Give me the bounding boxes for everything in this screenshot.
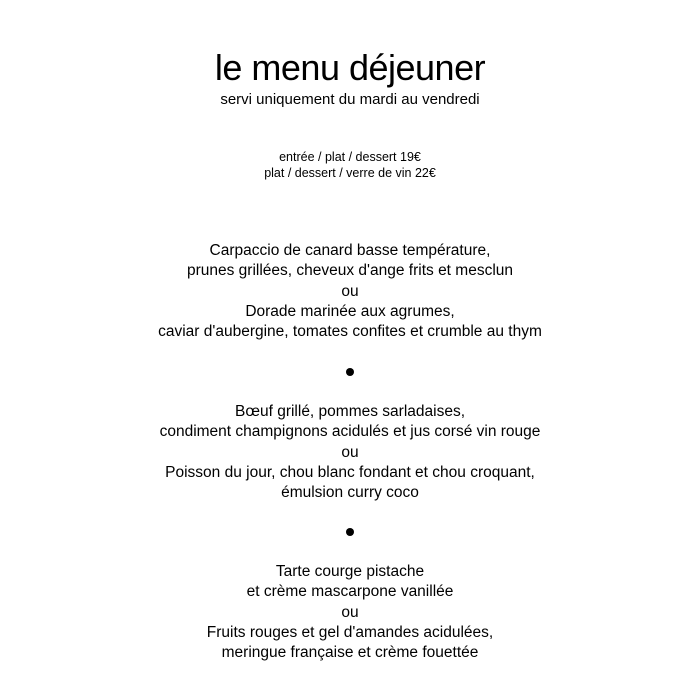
dish-line: prunes grillées, cheveux d'ange frits et mesclun — [186, 262, 514, 280]
formula-starter-main-dessert: entrée / plat / dessert 19€ — [279, 150, 421, 164]
dish-line: Bœuf grillé, pommes sarladaises, — [235, 403, 465, 420]
dish-line: émulsion curry coco — [281, 484, 419, 502]
menu-subtitle: servi uniquement du mardi au vendredi — [220, 91, 480, 108]
dish-line: condiment champignons acidulés et jus corsé vin rouge — [159, 423, 541, 441]
dish-line: meringue française et crème fouettée — [221, 644, 479, 662]
dish-line: Fruits rouges et gel d'amandes acidulées, — [206, 623, 494, 641]
dish-line: Tarte courge pistache — [275, 563, 425, 580]
or-separator: ou — [341, 282, 359, 300]
or-separator: ou — [341, 443, 359, 461]
dish-line: et crème mascarpone vanillée — [246, 583, 454, 601]
course-desserts — [0, 562, 700, 663]
dish-line: Dorade marinée aux agrumes, — [245, 302, 455, 320]
or-separator: ou — [341, 603, 359, 621]
course-starters — [0, 241, 700, 342]
formula-main-dessert-wine: plat / dessert / verre de vin 22€ — [264, 166, 436, 180]
course-divider-bullet — [346, 368, 354, 376]
menu-title: le menu déjeuner — [214, 47, 486, 88]
price-formulas — [0, 149, 700, 181]
course-mains — [0, 402, 700, 503]
dish-line: Carpaccio de canard basse température, — [209, 242, 491, 259]
dish-line: Poisson du jour, chou blanc fondant et chou croquant, — [165, 463, 535, 481]
course-divider-bullet — [346, 528, 354, 536]
dish-line: caviar d'aubergine, tomates confites et crumble au thym — [158, 323, 542, 341]
